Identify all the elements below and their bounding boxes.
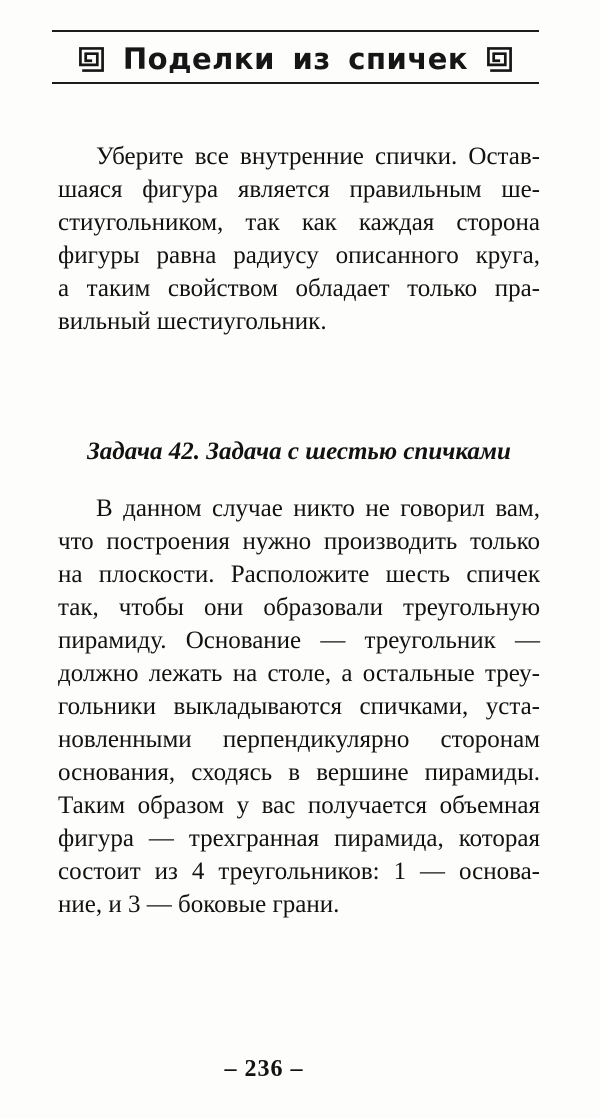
text-line: фигура — трехгранная пирамида, которая [58, 825, 540, 852]
header-rule-top [52, 30, 539, 32]
page-header [52, 38, 539, 80]
text-line: фигуры равна радиусу описанного круга, [58, 242, 540, 269]
text-line: на плоскости. Расположите шесть спичек [58, 561, 540, 588]
text-line: гольники выкладываются спичками, уста- [58, 693, 540, 720]
text-line: стиугольником, так как каждая сторона [58, 209, 540, 236]
section-heading: Задача 42. Задача с шестью спичками [87, 438, 511, 465]
paragraph-solution [58, 140, 540, 338]
running-title: Поделки из спичек [122, 42, 469, 76]
text-line: вильный шестиугольник. [58, 308, 327, 335]
greek-key-icon [77, 45, 106, 74]
text-line: пирамиду. Основание — треугольник — [58, 627, 540, 654]
text-line: а таким свойством обладает только пра- [58, 275, 540, 302]
text-line: шаяся фигура является правильным ше- [58, 176, 540, 203]
text-line: основания, сходясь в вершине пирамиды. [58, 759, 540, 786]
text-line: так, чтобы они образовали треугольную [58, 594, 540, 621]
text-line: новленными перпендикулярно сторонам [58, 726, 540, 753]
page-number: – 236 – [224, 1056, 304, 1082]
text-line: Таким образом у вас получается объемная [58, 792, 540, 819]
greek-key-icon [485, 45, 514, 74]
text-line: состоит из 4 треугольников: 1 — основа- [58, 858, 540, 885]
paragraph-task [58, 492, 540, 921]
text-line: что построения нужно производить только [58, 528, 540, 555]
header-rule-bottom [52, 82, 539, 84]
text-line: ние, и 3 — боковые грани. [58, 891, 340, 918]
text-line: Уберите все внутренние спички. Остав- [96, 143, 540, 170]
text-line: В данном случае никто не говорил вам, [96, 495, 540, 522]
text-line: должно лежать на столе, а остальные треу- [58, 660, 540, 687]
